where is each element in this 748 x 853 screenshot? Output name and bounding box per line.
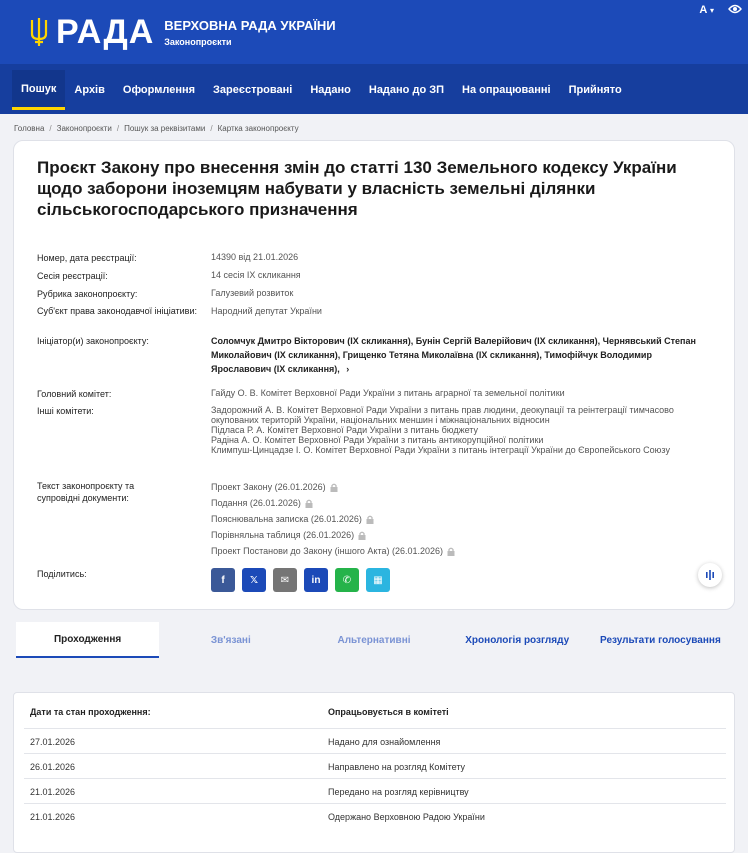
more-initiators-icon[interactable]: ›	[346, 364, 350, 374]
site-subtitle: Законопроєкти	[164, 36, 232, 47]
share-label: Поділитись:	[37, 569, 87, 579]
column-header-status: Опрацьовується в комітеті	[328, 707, 449, 717]
table-row	[24, 728, 726, 753]
other-committee-item: Підласа Р. А. Комітет Верховної Ради України з питань бюджету	[211, 425, 479, 435]
document-link[interactable]: Проект Закону (26.01.2026)	[211, 482, 338, 492]
subject-value: Народний депутат України	[211, 306, 322, 316]
lock-icon	[330, 483, 338, 492]
nav-processing[interactable]: Оформлення	[122, 84, 196, 96]
main-nav	[0, 70, 748, 110]
rubric-label: Рубрика законопроєкту:	[37, 289, 138, 299]
row-date: 26.01.2026	[30, 762, 76, 772]
session-value: 14 сесія IX скликання	[211, 270, 301, 280]
initiators-value: Соломчук Дмитро Вікторович (IX скликання), Бунін Сергій Валерійович (IX скликання), Чернявський Степан Миколайович (IX скликання), Грищенко Тетяна Миколаївна (IX скликання), Тимофійчук Володимир Ярославович (IX скликання), ›	[211, 336, 696, 374]
tab-chronology[interactable]: Хронологія розгляду	[465, 634, 570, 646]
qr-share-button[interactable]: ▦	[366, 568, 390, 592]
breadcrumb-search[interactable]: Пошук за реквізитами	[124, 123, 206, 133]
table-row	[24, 778, 726, 803]
number-label: Номер, дата реєстрації:	[37, 253, 137, 263]
row-status: Надано для ознайомлення	[328, 737, 441, 747]
site-title[interactable]: ВЕРХОВНА РАДА УКРАЇНИ	[164, 17, 336, 33]
share-buttons	[211, 568, 390, 592]
bill-card	[13, 140, 735, 610]
table-row	[24, 753, 726, 778]
linkedin-share-button[interactable]: in	[304, 568, 328, 592]
row-date: 21.01.2026	[30, 812, 76, 822]
session-label: Сесія реєстрації:	[37, 271, 108, 281]
tab-voting-results[interactable]: Результати голосування	[600, 634, 721, 646]
tab-alternative[interactable]: Альтернативні	[337, 634, 411, 646]
nav-provided-zp[interactable]: Надано до ЗП	[368, 84, 445, 96]
bill-title: Проєкт Закону про внесення змін до статті 130 Земельного кодексу України щодо заборони іноземцям набувати у власність земельні ділянки сільськогосподарського призначення	[37, 158, 677, 219]
nav-in-progress[interactable]: На опрацюванні	[462, 84, 551, 96]
breadcrumb-bills[interactable]: Законопроєкти	[56, 123, 112, 133]
breadcrumb-current: Картка законопроєкту	[217, 123, 299, 133]
document-link[interactable]: Проект Постанови до Закону (іншого Акта) (26.01.2026)	[211, 546, 455, 556]
bill-tabs	[16, 622, 732, 658]
subject-label: Суб'єкт права законодавчої ініціативи:	[37, 306, 197, 316]
site-header	[0, 0, 748, 64]
nav-provided[interactable]: Надано	[310, 84, 351, 96]
nav-archive[interactable]: Архів	[74, 84, 105, 96]
tab-passage[interactable]: Проходження	[16, 622, 159, 658]
document-link[interactable]: Пояснювальна записка (26.01.2026)	[211, 514, 374, 524]
sound-wave-icon	[704, 569, 716, 581]
lock-icon	[358, 531, 366, 540]
number-value: 14390 від 21.01.2026	[211, 252, 299, 262]
whatsapp-share-button[interactable]: ✆	[335, 568, 359, 592]
email-share-button[interactable]: ✉	[273, 568, 297, 592]
table-row	[24, 803, 726, 828]
lock-icon	[305, 499, 313, 508]
row-status: Направлено на розгляд Комітету	[328, 762, 466, 772]
font-size-toggle[interactable]: A ▾	[699, 4, 714, 16]
nav-search[interactable]: Пошук	[12, 70, 65, 110]
nav-registered[interactable]: Зареєстровані	[213, 84, 293, 96]
column-header-date: Дати та стан проходження:	[30, 707, 151, 717]
initiators-label: Ініціатор(и) законопроєкту:	[37, 336, 149, 346]
tab-related[interactable]: Зв'язані	[210, 634, 251, 646]
passage-table	[13, 692, 735, 853]
lock-icon	[447, 547, 455, 556]
row-date: 27.01.2026	[30, 737, 76, 747]
other-committees-label: Інші комітети:	[37, 406, 94, 416]
trident-icon	[28, 17, 50, 47]
chevron-down-icon: ▾	[709, 6, 714, 15]
lock-icon	[366, 515, 374, 524]
main-committee-label: Головний комітет:	[37, 389, 112, 399]
site-logo[interactable]: РАДА	[56, 13, 155, 51]
other-committee-item: Климпуш-Цинцадзе І. О. Комітет Верховної Ради України з питань інтеграції України до Європейського Союзу	[211, 445, 670, 455]
other-committees-list	[211, 405, 711, 455]
rubric-value: Галузевий розвиток	[211, 288, 294, 298]
x-share-button[interactable]: 𝕏	[242, 568, 266, 592]
main-committee-value: Гайду О. В. Комітет Верховної Ради України з питань аграрної та земельної політики	[211, 388, 565, 398]
facebook-share-button[interactable]: f	[211, 568, 235, 592]
audio-icon[interactable]	[698, 563, 722, 587]
row-status: Передано на розгляд керівництву	[328, 787, 469, 797]
documents-label: Текст законопроєкту та супровідні документи:	[37, 481, 135, 503]
row-date: 21.01.2026	[30, 787, 76, 797]
breadcrumb-home[interactable]: Головна	[14, 123, 45, 133]
eye-icon[interactable]	[728, 4, 742, 14]
nav-adopted[interactable]: Прийнято	[568, 84, 622, 96]
document-link[interactable]: Порівняльна таблиця (26.01.2026)	[211, 530, 366, 540]
other-committee-item: Задорожний А. В. Комітет Верховної Ради України з питань прав людини, деокупації та реінтеграції тимчасово окупованих територій України, національних меншин і міжнаціональних відносин	[211, 405, 674, 425]
row-status: Одержано Верховною Радою України	[328, 812, 485, 822]
breadcrumb: Головна / Законопроєкти / Пошук за реквізитами / Картка законопроєкту	[14, 123, 299, 133]
other-committee-item: Радіна А. О. Комітет Верховної Ради України з питань антикорупційної політики	[211, 435, 544, 445]
document-link[interactable]: Подання (26.01.2026)	[211, 498, 313, 508]
